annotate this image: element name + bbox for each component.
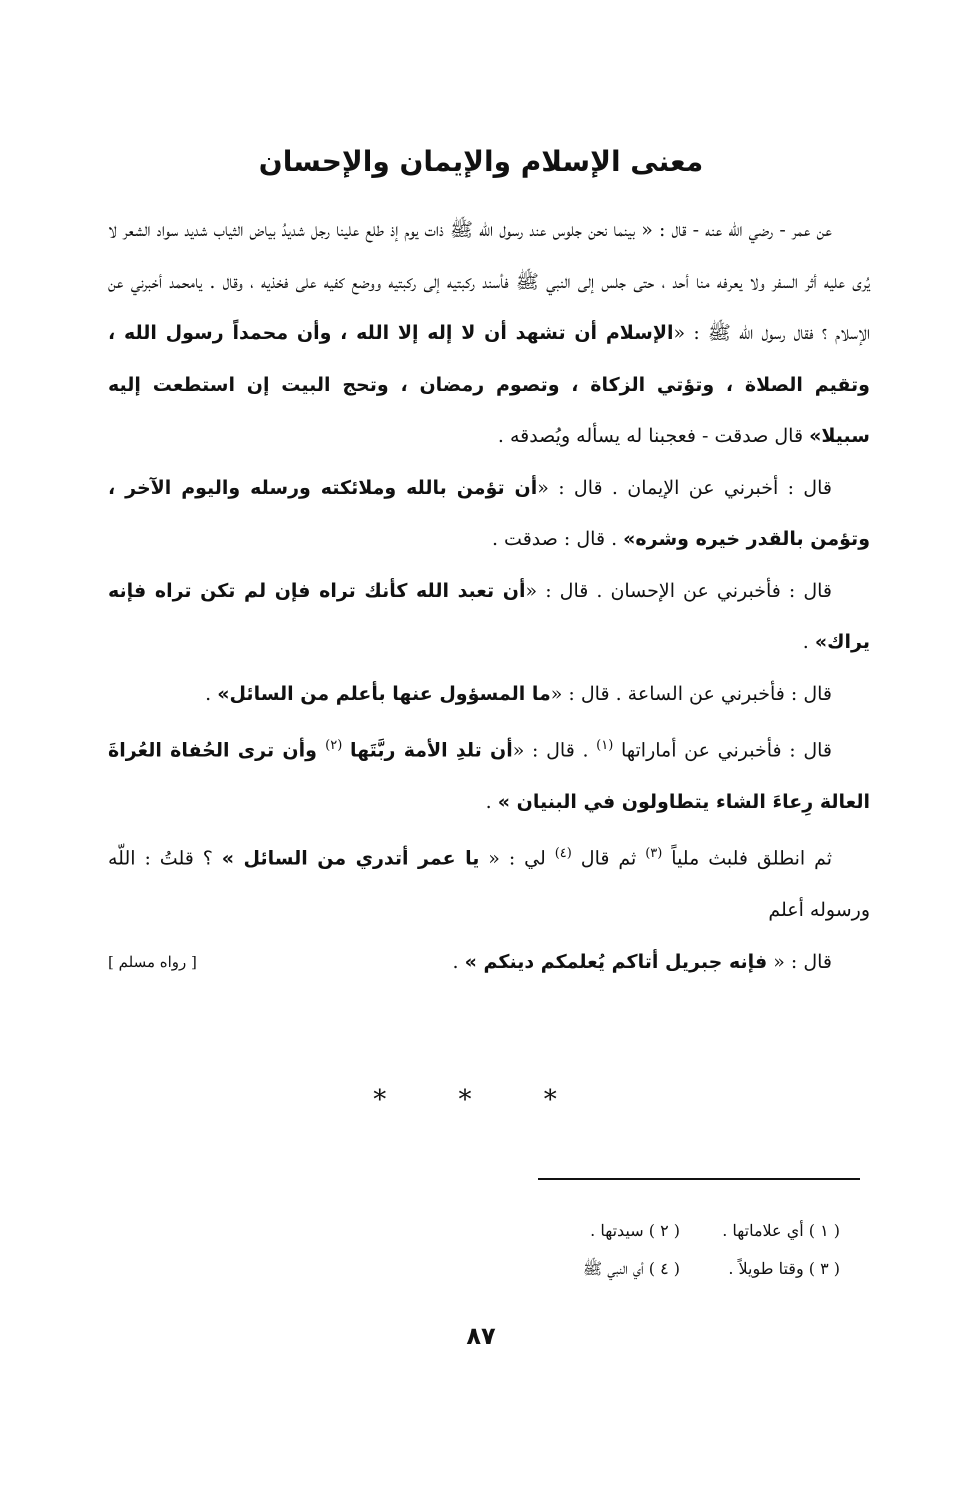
- page-number: ٨٧: [466, 1322, 496, 1350]
- narration-text: ثم انطلق فلبث ملياً: [671, 847, 833, 870]
- narration-text: لي : «: [479, 847, 555, 870]
- narration-text: . قال : صدقت .: [491, 528, 624, 550]
- narration-text: قال : فأخبرني عن أماراتها: [620, 739, 832, 762]
- paragraph-departure: [108, 828, 870, 936]
- hadith-source: [ رواه مسلم ]: [108, 952, 197, 971]
- footnote-ref-3: (٣): [645, 846, 663, 862]
- hadith-body: [108, 205, 870, 988]
- footnotes: [470, 1212, 840, 1288]
- prophet-answer: أن تعبد الله كأنك تراه فإن لم تكن تراه فإنه يراك»: [108, 579, 870, 653]
- paragraph-conclusion: [108, 937, 870, 989]
- section-separator: * * *: [373, 1085, 589, 1115]
- prophet-answer: وأن ترى الحُفاة العُراةَ العالة رِعاءَ الشاء يتطاولون في البنيان »: [108, 739, 870, 813]
- footnote-row: [470, 1250, 840, 1288]
- narration-text: ثم قال: [580, 847, 646, 870]
- narration-text: قال : فأخبرني عن الإحسان . قال : «: [525, 579, 832, 602]
- footnote-ref-2: (٢): [325, 738, 343, 753]
- narration-text: قال : «: [767, 950, 832, 973]
- paragraph-ihsan: [108, 566, 870, 669]
- footnote-ref-1: (١): [596, 738, 614, 753]
- footnote-divider: [538, 1178, 860, 1180]
- paragraph-iman: [108, 463, 870, 566]
- paragraph-signs: [108, 720, 870, 828]
- prophet-question: يا عمر أتدري من السائل »: [221, 847, 480, 870]
- prophet-answer: أن تلدِ الأمة ربَّتَها: [349, 739, 513, 762]
- prophet-answer: فإنه جبريل أتاكم يُعلمكم دينكم »: [464, 950, 768, 973]
- narration-text: قال : أخبرني عن الإيمان . قال : «: [537, 476, 832, 499]
- narration-text: ؟ قلتُ : اللّه ورسوله أعلم: [108, 847, 870, 922]
- prophet-answer: ما المسؤول عنها بأعلم من السائل»: [217, 682, 551, 705]
- narration-text: .: [205, 682, 218, 705]
- narration-text: .: [452, 950, 465, 973]
- narration-text: . قال : «: [512, 739, 597, 762]
- footnote-row: [470, 1212, 840, 1250]
- footnote-1: ( ١ ) أي علاماتها .: [722, 1221, 840, 1240]
- prophet-answer: الإسلام أن تشهد أن لا إله إلا الله ، وأن محمداً رسول الله ، وتقيم الصلاة ، وتؤتي الزكاة ، وتصوم رمضان ، وتحج البيت إن استطعت إليه سبيلا»: [108, 322, 870, 447]
- footnote-4: ( ٤ ) أي النبي ﷺ: [582, 1259, 680, 1278]
- paragraph-hour: [108, 669, 870, 721]
- narration-text: .: [802, 631, 815, 653]
- prophet-answer: أن تؤمن بالله وملائكته ورسله واليوم الآخر ، وتؤمن بالقدر خيره وشره»: [108, 476, 870, 550]
- footnote-3: ( ٣ ) وقتا طويلاً .: [728, 1259, 840, 1278]
- paragraph-islam: [108, 205, 870, 463]
- page-title: معنى الإسلام والإيمان والإحسان: [258, 145, 704, 178]
- footnote-ref-4: (٤): [554, 846, 572, 862]
- narration-text: .: [485, 790, 498, 813]
- footnote-2: ( ٢ ) سيدتها .: [590, 1221, 680, 1240]
- narration-text: قال : فأخبرني عن الساعة . قال : «: [550, 682, 832, 705]
- narration-text: عن عمر - رضي الله عنه - قال : « بينما نحن جلوس عند رسول الله ﷺ ذات يوم إذ طلع علينا رجل شديدُ بياض الثياب شديد سواد الشعر لا يُرى عليه أثر السفر ولا يعرفه منا أحد ، حتى جلس إلى النبي ﷺ فأسند ركبتيه إلى ركبتيه ووضع كفيه على فخذيه ، وقال . يامحمد أخبرني عن الإسلام ؟ فقال رسول الله ﷺ : «: [108, 219, 870, 344]
- narration-text: قال صدقت - فعجبنا له يسأله ويُصدقه .: [497, 425, 810, 447]
